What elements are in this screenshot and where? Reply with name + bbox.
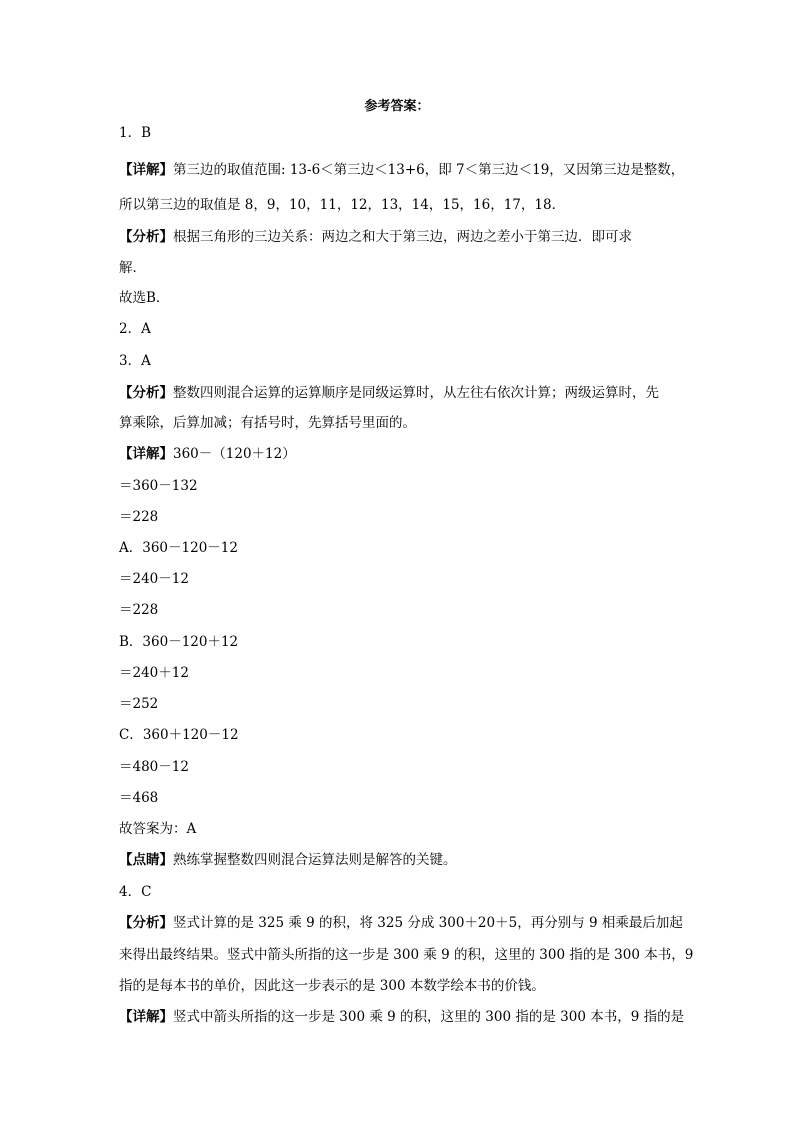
answer-line (119, 976, 545, 996)
answer-line (119, 882, 151, 902)
line-text: 竖式计算的是 325 乘 9 的积，将 325 分成 300＋20＋5，再分别与 9 相乘最后加起 (173, 915, 683, 931)
line-tag: 【详解】 (119, 1009, 173, 1025)
answer-line (119, 258, 146, 278)
answer-line (119, 351, 151, 371)
line-text: ＝480－12 (119, 759, 189, 775)
line-text: 解． (119, 260, 146, 276)
line-text: 算乘除，后算加减；有括号时，先算括号里面的。 (119, 415, 416, 431)
answer-line (119, 319, 151, 339)
answer-line (119, 632, 238, 652)
line-text: 竖式中箭头所指的这一步是 300 乘 9 的积，这里的 300 指的是 300 本书，9 指的是 (173, 1009, 685, 1025)
line-text: ＝468 (119, 790, 159, 806)
line-tag: 【详解】 (119, 446, 173, 462)
answer-line (119, 694, 158, 714)
answer-line (119, 538, 238, 558)
answer-key-title: 参考答案： (364, 99, 430, 114)
answer-line (119, 288, 169, 308)
line-text: 根据三角形的三边关系：两边之和大于第三边，两边之差小于第三边．即可求 (173, 229, 632, 245)
answer-line (119, 413, 416, 433)
line-text: ＝252 (119, 696, 159, 712)
answer-line (119, 507, 158, 527)
answer-line (119, 227, 632, 247)
answer-line (119, 913, 683, 933)
line-tag: 【分析】 (119, 229, 173, 245)
answer-line (119, 725, 239, 745)
line-text: ＝240＋12 (119, 665, 189, 681)
line-text: 2．A (119, 321, 151, 337)
answer-line (119, 195, 565, 215)
answer-line (119, 383, 659, 403)
line-text: ＝228 (119, 602, 159, 618)
line-text: 故选B． (119, 290, 170, 306)
answer-line (119, 819, 196, 839)
answer-line (119, 850, 457, 870)
line-text: A．360－120－12 (119, 540, 238, 556)
line-text: 360－（120＋12） (173, 446, 296, 462)
line-text: ＝240－12 (119, 571, 189, 587)
answer-line (119, 788, 158, 808)
answer-line (119, 1007, 684, 1027)
line-text: 指的是每本书的单价，因此这一步表示的是 300 本数学绘本书的价钱。 (119, 978, 545, 994)
answer-line (119, 569, 189, 589)
line-text: ＝228 (119, 509, 159, 525)
line-text: ＝360－132 (119, 478, 198, 494)
line-tag: 【分析】 (119, 915, 173, 931)
answer-line (119, 663, 189, 683)
answer-line (119, 160, 684, 180)
line-text: 第三边的取值范围: 13-6＜第三边＜13+6，即 7＜第三边＜19，又因第三边是整数， (173, 162, 685, 178)
line-text: 熟练掌握整数四则混合运算法则是解答的关键。 (173, 852, 457, 868)
line-tag: 【分析】 (119, 385, 173, 401)
line-text: 来得出最终结果。竖式中箭头所指的这一步是 300 乘 9 的积，这里的 300 指的是 300 本书，9 (119, 947, 694, 963)
answer-line (119, 945, 693, 965)
answer-line (119, 444, 296, 464)
answer-line (119, 476, 198, 496)
line-tag: 【详解】 (119, 162, 173, 178)
answer-line (119, 123, 151, 143)
line-text: 故答案为：A (119, 821, 197, 837)
answer-line (119, 757, 189, 777)
line-text: 整数四则混合运算的运算顺序是同级运算时，从左往右依次计算；两级运算时，先 (173, 385, 659, 401)
line-text: 3．A (119, 353, 151, 369)
answer-line (119, 600, 158, 620)
line-text: C．360＋120－12 (119, 727, 239, 743)
line-tag: 【点睛】 (119, 852, 173, 868)
line-text: 4．C (119, 884, 152, 900)
line-text: 所以第三边的取值是 8，9，10，11，12，13，14，15，16，17，18． (119, 197, 566, 213)
line-text: 1．B (119, 125, 152, 141)
line-text: B．360－120＋12 (119, 634, 239, 650)
